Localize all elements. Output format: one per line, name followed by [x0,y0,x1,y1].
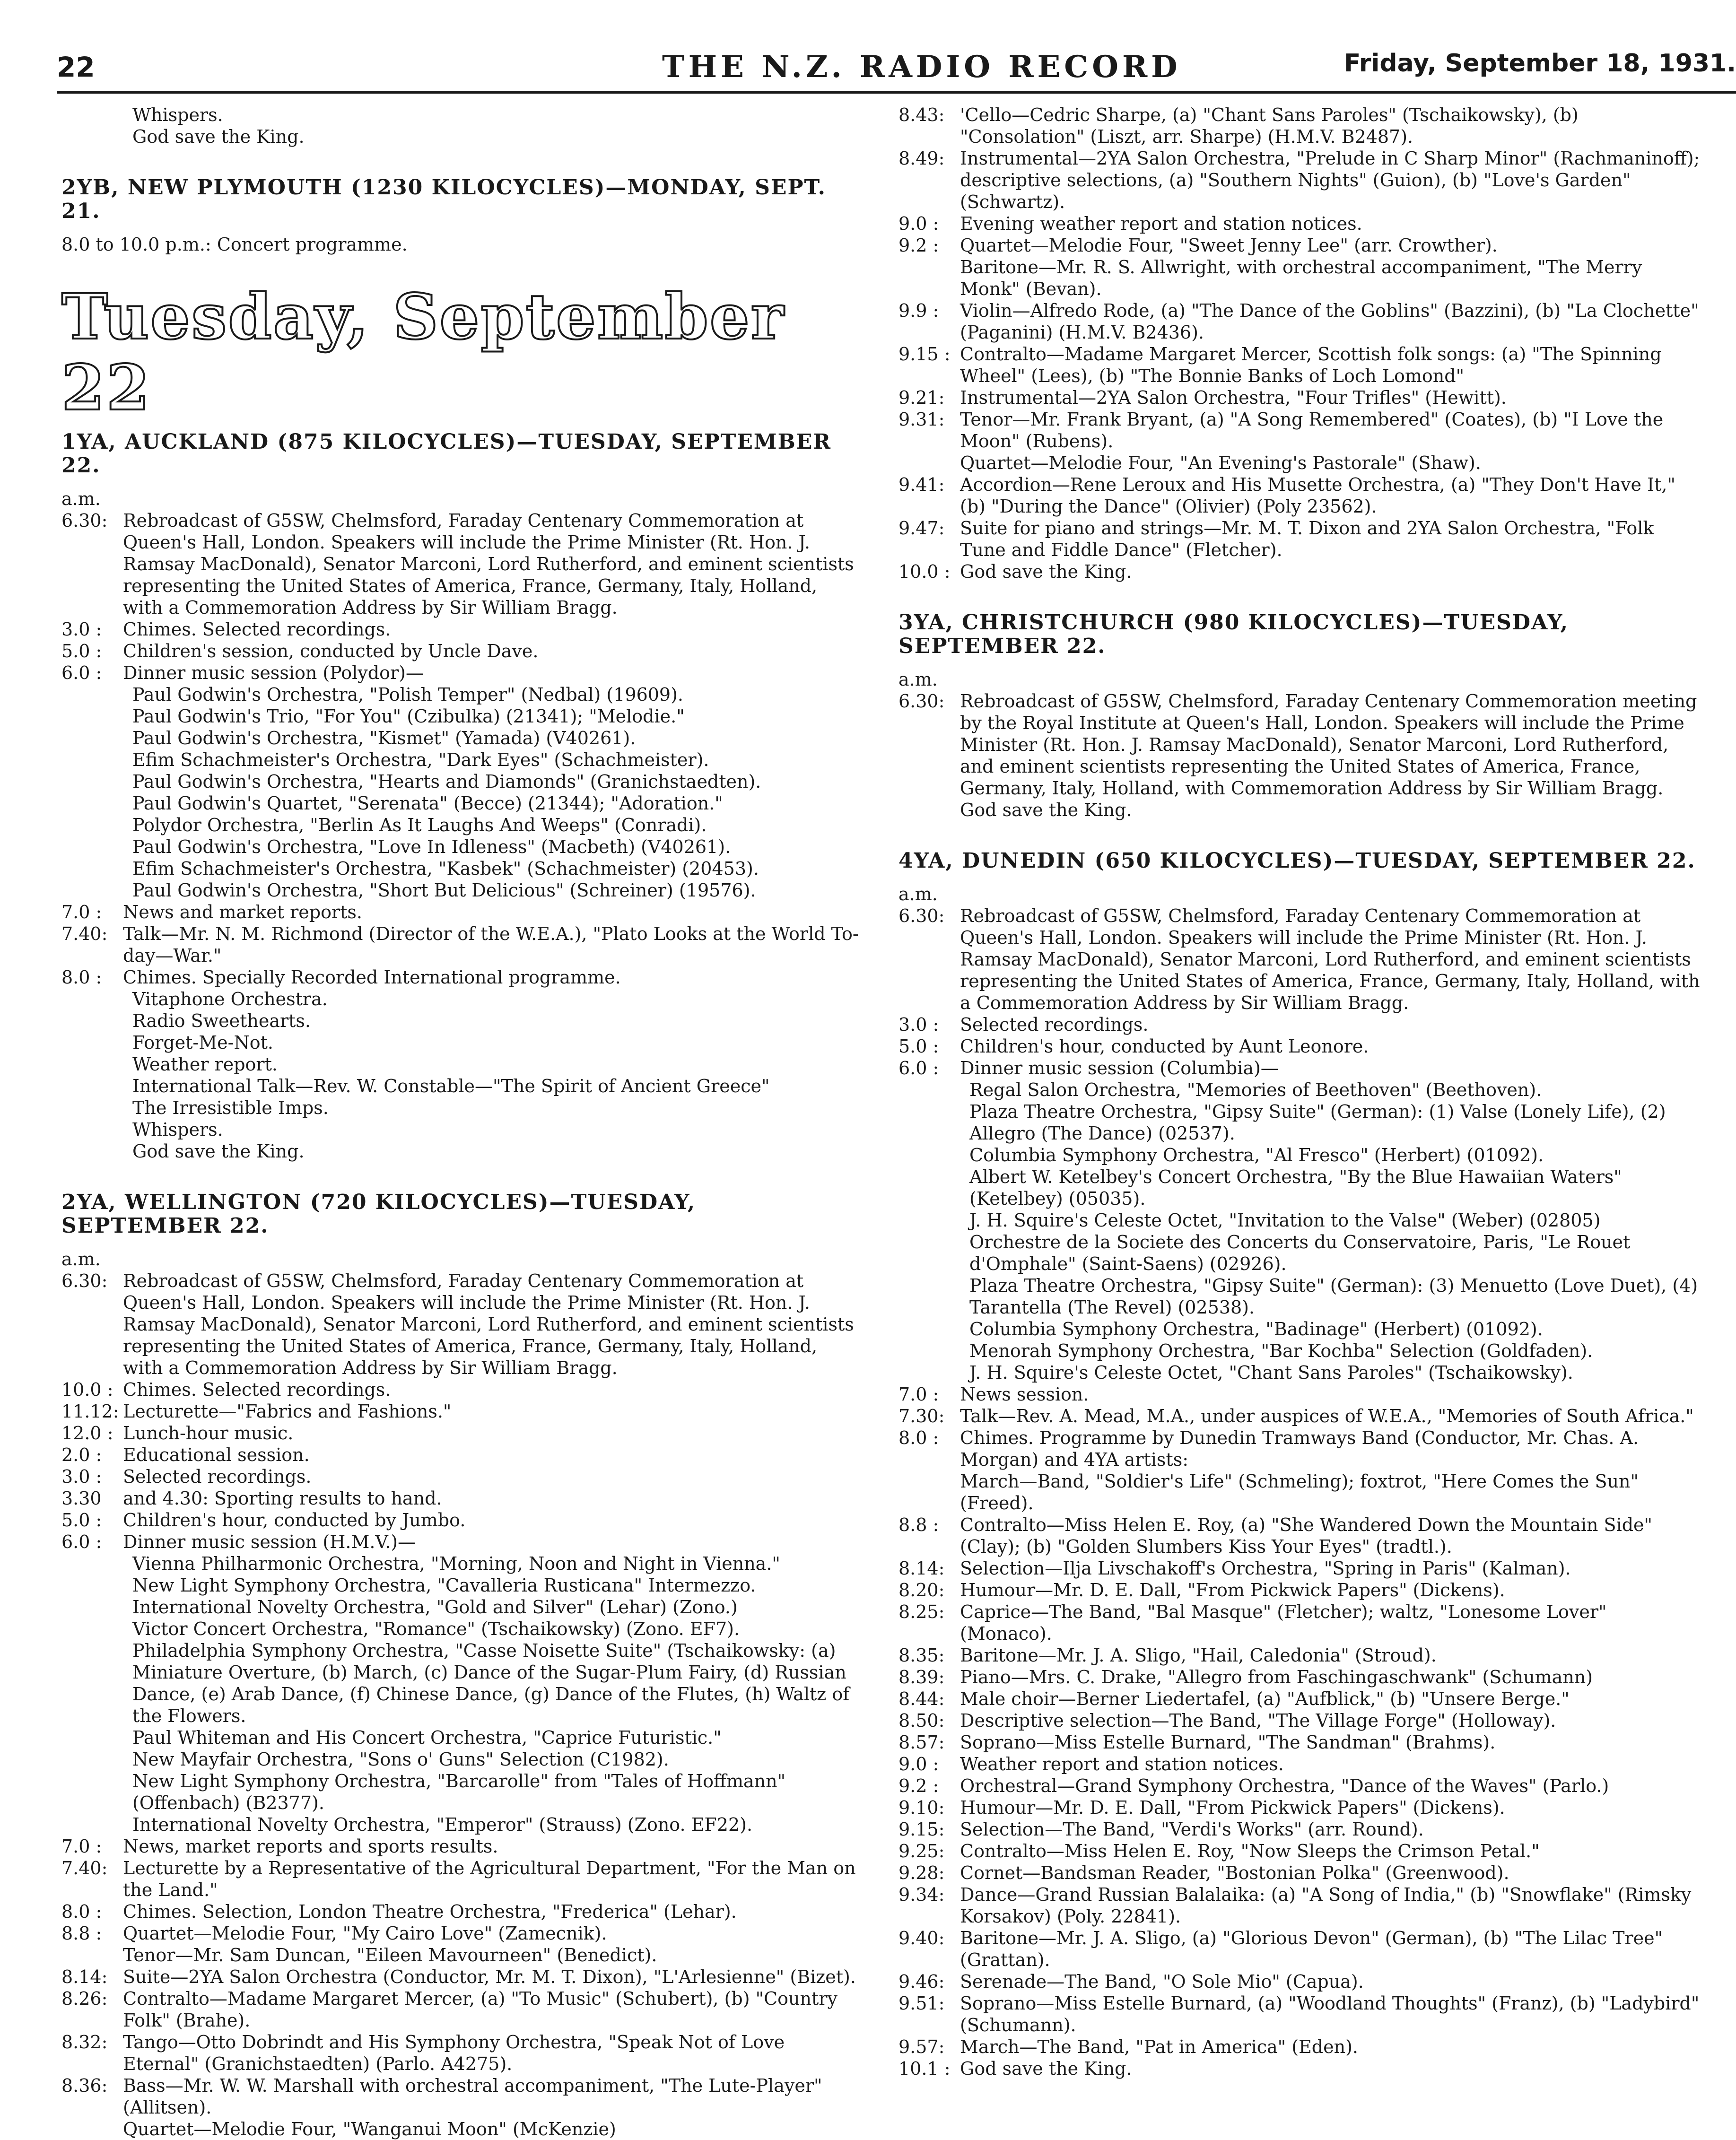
schedule-text: News session. [960,1384,1089,1405]
program-line: Vitaphone Orchestra. [132,989,328,1009]
schedule-time: 8.49: [899,148,945,169]
program-line: International Novelty Orchestra, "Gold and Silver" (Lehar) (Zono.) [132,1597,738,1618]
schedule-item [61,923,861,966]
schedule-text: Humour—Mr. D. E. Dall, "From Pickwick Papers" (Dickens). [960,1797,1505,1818]
schedule-item [61,1401,861,1422]
page-header [57,0,1736,95]
schedule-text: 'Cello—Cedric Sharpe, (a) "Chant Sans Paroles" (Tschaikowsky), (b) "Consolation" (Liszt, arr. Sharpe) (H.M.V. B2487). [960,104,1579,147]
schedule-item [899,256,1702,300]
schedule-time: 8.39: [899,1667,945,1688]
schedule-item [899,235,1702,256]
page-number: 22 [57,51,95,83]
am-label: a.m. [899,669,938,690]
schedule-time: 8.14: [899,1558,945,1579]
schedule-item [899,799,1702,821]
publication-title: THE N.Z. RADIO RECORD [662,49,1181,85]
schedule-text: Contralto—Madame Margaret Mercer, Scottish folk songs: (a) "The Spinning Wheel" (Lees), (b) "The Bonnie Banks of Loch Lomond" [960,344,1662,386]
schedule-time: 3.30 [61,1488,102,1509]
schedule-text: Suite for piano and strings—Mr. M. T. Dixon and 2YA Salon Orchestra, "Folk Tune and Fiddle Dance" (Fletcher). [960,518,1654,560]
schedule-text: Suite—2YA Salon Orchestra (Conductor, Mr. M. T. Dixon), "L'Arlesienne" (Bizet). [123,1966,856,1987]
section-title-dunedin: 4YA, DUNEDIN (650 KILOCYCLES)—TUESDAY, SEPTEMBER 22. [899,849,1696,873]
schedule-item [899,1688,1702,1710]
schedule-text: Children's hour, conducted by Jumbo. [123,1510,466,1531]
schedule-item [899,1405,1702,1427]
schedule-item [899,1514,1702,1557]
schedule-time: 8.35: [899,1645,945,1666]
program-line: Paul Godwin's Orchestra, "Love In Idleness" (Macbeth) (V40261). [132,836,731,857]
program-line: Paul Godwin's Orchestra, "Hearts and Diamonds" (Granichstaedten). [132,771,761,792]
am-label: a.m. [61,488,101,509]
schedule-item [899,1840,1702,1862]
schedule-time: 8.57: [899,1732,945,1753]
schedule-item [61,1923,861,1944]
schedule-time: 6.30: [61,510,108,531]
program-line: Efim Schachmeister's Orchestra, "Dark Eyes" (Schachmeister). [132,749,709,770]
schedule-item [899,1731,1702,1753]
program-line: Paul Whiteman and His Concert Orchestra, "Caprice Futuristic." [132,1727,722,1748]
schedule-text: Violin—Alfredo Rode, (a) "The Dance of the Goblins" (Bazzini), (b) "La Clochette" (Paganini) (H.M.V. B2436). [960,300,1699,343]
schedule-text: and 4.30: Sporting results to hand. [123,1488,442,1509]
schedule-item [61,1379,861,1401]
schedule-text: Caprice—The Band, "Bal Masque" (Fletcher); waltz, "Lonesome Lover" (Monaco). [960,1601,1607,1644]
program-line: Orchestre de la Societe des Concerts du Conservatoire, Paris, "Le Rouet d'Omphale" (Saint-Saens) (02926). [969,1232,1631,1274]
schedule-text: Cornet—Bandsman Reader, "Bostonian Polka" (Greenwood). [960,1862,1509,1883]
schedule-time: 6.0 : [61,1531,102,1552]
schedule-time: 8.32: [61,2032,108,2053]
day-heading: Tuesday, September 22 [61,280,785,425]
schedule-time: 9.2 : [899,1775,939,1796]
issue-date: Friday, September 18, 1931. [1343,49,1736,78]
schedule-item [899,2058,1702,2079]
schedule-text: Evening weather report and station notices. [960,213,1362,234]
schedule-time: 8.44: [899,1688,945,1709]
program-line: Paul Godwin's Trio, "For You" (Czibulka) (21341); "Melodie." [132,706,685,727]
program-line: Paul Godwin's Orchestra, "Kismet" (Yamada) (V40261). [132,728,636,748]
schedule-time: 8.0 : [61,967,102,988]
schedule-item [61,901,861,923]
schedule-text: Lecturette by a Representative of the Agricultural Department, "For the Man on the Land." [123,1858,856,1900]
schedule-item [899,1579,1702,1601]
continued-lines [61,104,861,148]
schedule-item [61,1857,861,1901]
schedule-time: 6.30: [899,905,945,926]
schedule-text: Chimes. Selected recordings. [123,1379,391,1400]
program-line: God save the King. [132,126,305,147]
schedule-text: Rebroadcast of G5SW, Chelmsford, Faraday Centenary Commemoration at Queen's Hall, London. Speakers will include the Prime Minister (Rt. Hon. J. Ramsay MacDonald), Senator Marconi, Lord Rutherford, and eminent scientists representing the United States of America, France, Germany, Italy, Holland, with a Commemoration Address by Sir William Bragg. [123,1270,854,1378]
schedule-item [899,1470,1702,1514]
schedule-item [899,561,1702,583]
schedule-item [61,1966,861,1988]
schedule-item [899,690,1702,799]
schedule-item [61,966,861,988]
schedule-time: 9.15 : [899,344,951,365]
schedule-text: Quartet—Melodie Four, "Sweet Jenny Lee" (arr. Crowther). [960,235,1498,256]
section-title-wellington: 2YA, WELLINGTON (720 KILOCYCLES)—TUESDAY, SEPTEMBER 22. [61,1190,696,1238]
schedule-text: Chimes. Selection, London Theatre Orchestra, "Frederica" (Lehar). [123,1901,737,1922]
schedule-time: 11.12: [61,1401,119,1422]
schedule-text: Children's hour, conducted by Aunt Leonore. [960,1036,1369,1057]
schedule-item [899,452,1702,474]
schedule-time: 9.41: [899,474,945,495]
schedule-time: 9.34: [899,1884,945,1905]
schedule-text: Dinner music session (Columbia)— [960,1058,1279,1079]
schedule-time: 8.43: [899,104,945,125]
auckland-evening-list [61,988,861,1162]
schedule-time: 7.0 : [61,1836,102,1857]
program-line: Efim Schachmeister's Orchestra, "Kasbek" (Schachmeister) (20453). [132,858,759,879]
schedule-item [899,1644,1702,1666]
schedule-text: God save the King. [960,561,1132,582]
schedule-text: Tango—Otto Dobrindt and His Symphony Orchestra, "Speak Not of Love Eternal" (Granichstaedten) (Parlo. A4275). [123,2032,785,2074]
schedule-text: Chimes. Selected recordings. [123,619,391,640]
wellington-evening-schedule [61,1836,861,2140]
schedule-text: March—The Band, "Pat in America" (Eden). [960,2036,1358,2057]
schedule-item [61,662,861,684]
schedule-time: 10.0 : [899,561,951,582]
schedule-item [899,387,1702,409]
program-line: Vienna Philharmonic Orchestra, "Morning, Noon and Night in Vienna." [132,1553,780,1574]
wellington-schedule [61,1270,861,1553]
schedule-item [61,1466,861,1488]
program-line: Paul Godwin's Quartet, "Serenata" (Becce) (21344); "Adoration." [132,793,723,814]
schedule-text: News and market reports. [123,902,362,922]
schedule-item [899,1753,1702,1775]
schedule-text: Soprano—Miss Estelle Burnard, "The Sandman" (Brahms). [960,1732,1496,1753]
program-line: Plaza Theatre Orchestra, "Gipsy Suite" (German): (3) Menuetto (Love Duet), (4) Tarantella (The Revel) (02538). [969,1275,1698,1318]
schedule-text: Quartet—Melodie Four, "My Cairo Love" (Zamecnik). [123,1923,607,1944]
schedule-time: 6.30: [899,691,945,712]
schedule-text: Serenade—The Band, "O Sole Mio" (Capua). [960,1971,1364,1992]
schedule-text: Baritone—Mr. J. A. Sligo, (a) "Glorious Devon" (German), (b) "The Lilac Tree" (Grattan). [960,1928,1663,1970]
program-line: Victor Concert Orchestra, "Romance" (Tschaikowsky) (Zono. EF7). [132,1618,740,1639]
program-line: Menorah Symphony Orchestra, "Bar Kochba" Selection (Goldfaden). [969,1340,1593,1361]
dunedin-schedule [899,905,1702,1079]
schedule-text: Rebroadcast of G5SW, Chelmsford, Faraday Centenary Commemoration at Queen's Hall, London. Speakers will include the Prime Minister (Rt. Hon. J. Ramsay MacDonald), Senator Marconi, Lord Rutherford, and eminent scientists representing the United States of America, France, Germany, Italy, Holland, with a Commemoration Address by Sir William Bragg. [123,510,854,618]
schedule-text: Quartet—Melodie Four, "Wanganui Moon" (McKenzie) [123,2119,616,2140]
schedule-time: 9.15: [899,1819,945,1840]
schedule-text: Children's session, conducted by Uncle Dave. [123,641,539,661]
schedule-text: Selection—Ilja Livschakoff's Orchestra, "Spring in Paris" (Kalman). [960,1558,1571,1579]
schedule-text: Chimes. Specially Recorded International programme. [123,967,621,988]
am-label: a.m. [899,884,938,905]
schedule-time: 9.57: [899,2036,945,2057]
schedule-text: Selected recordings. [123,1466,312,1487]
schedule-item [899,1992,1702,2036]
schedule-time: 9.9 : [899,300,939,321]
section-title-new-plymouth: 2YB, NEW PLYMOUTH (1230 KILOCYCLES)—MONDAY, SEPT. 21. [61,175,826,223]
schedule-item [899,343,1702,387]
schedule-text: Lecturette—"Fabrics and Fashions." [123,1401,452,1422]
program-line: Plaza Theatre Orchestra, "Gipsy Suite" (German): (1) Valse (Lonely Life), (2) Allegro (The Dance) (02537). [969,1101,1666,1144]
schedule-item [899,905,1702,1014]
auckland-dinner-list [61,684,861,901]
schedule-item [899,1035,1702,1057]
schedule-time: 9.2 : [899,235,939,256]
schedule-time: 3.0 : [61,1466,102,1487]
schedule-item [899,1014,1702,1035]
schedule-text: Baritone—Mr. J. A. Sligo, "Hail, Caledonia" (Stroud). [960,1645,1437,1666]
schedule-time: 6.0 : [899,1058,939,1079]
schedule-time: 9.25: [899,1841,945,1862]
schedule-text: Selected recordings. [960,1014,1149,1035]
program-line: Paul Godwin's Orchestra, "Short But Delicious" (Schreiner) (19576). [132,880,756,901]
schedule-item [61,618,861,640]
schedule-time: 7.40: [61,923,108,944]
left-column [61,104,861,2140]
schedule-item [899,213,1702,235]
schedule-time: 8.0 : [61,1901,102,1922]
schedule-text: Lunch-hour music. [123,1423,294,1444]
schedule-time: 9.21: [899,387,945,408]
program-line: Philadelphia Symphony Orchestra, "Casse Noisette Suite" (Tschaikowsky: (a) Miniature Overture, (b) March, (c) Dance of the Sugar-Plum Fairy, (d) Russian Dance, (e) Arab Dance, (f) Chinese Dance, (g) Dance of the Flutes, (h) Waltz of the Flowers. [132,1640,850,1726]
schedule-item [899,1818,1702,1840]
schedule-text: Quartet—Melodie Four, "An Evening's Pastorale" (Shaw). [960,452,1481,473]
program-line: God save the King. [132,1141,305,1162]
schedule-text: Orchestral—Grand Symphony Orchestra, "Dance of the Waves" (Parlo.) [960,1775,1609,1796]
schedule-item [61,1944,861,1966]
program-line: Columbia Symphony Orchestra, "Badinage" (Herbert) (01092). [969,1319,1543,1340]
schedule-item [61,1509,861,1531]
schedule-time: 7.40: [61,1858,108,1879]
dunedin-evening-schedule [899,1383,1702,2079]
schedule-item [899,1775,1702,1797]
schedule-text: God save the King. [960,800,1132,820]
schedule-item [899,1557,1702,1579]
wellington-continued-schedule [899,104,1702,583]
schedule-item [899,148,1702,213]
schedule-time: 8.0 : [899,1427,939,1448]
schedule-time: 9.40: [899,1928,945,1949]
schedule-text: Talk—Rev. A. Mead, M.A., under auspices of W.E.A., "Memories of South Africa." [960,1406,1694,1427]
schedule-text: Contralto—Madame Margaret Mercer, (a) "To Music" (Schubert), (b) "Country Folk" (Brahe). [123,1988,837,2031]
schedule-item [899,1383,1702,1405]
program-line: Regal Salon Orchestra, "Memories of Beethoven" (Beethoven). [969,1079,1542,1100]
schedule-time: 9.31: [899,409,945,430]
schedule-time: 9.10: [899,1797,945,1818]
schedule-time: 8.50: [899,1710,945,1731]
program-line: Weather report. [132,1054,278,1075]
program-line: New Light Symphony Orchestra, "Cavalleria Rusticana" Intermezzo. [132,1575,756,1596]
program-line: Whispers. [132,1119,223,1140]
schedule-text: God save the King. [960,2058,1132,2079]
program-line: International Novelty Orchestra, "Emperor" (Strauss) (Zono. EF22). [132,1814,753,1835]
schedule-item [61,1270,861,1379]
schedule-time: 9.51: [899,1993,945,2014]
program-line: Radio Sweethearts. [132,1010,311,1031]
schedule-text: March—Band, "Soldier's Life" (Schmeling); foxtrot, "Here Comes the Sun" (Freed). [960,1471,1639,1514]
program-line: Forget-Me-Not. [132,1032,273,1053]
schedule-item [899,2036,1702,2058]
schedule-time: 8.14: [61,1966,108,1987]
schedule-time: 8.26: [61,1988,108,2009]
schedule-time: 8.8 : [899,1514,939,1535]
schedule-text: Tenor—Mr. Sam Duncan, "Eileen Mavourneen" (Benedict). [123,1945,657,1966]
schedule-item [61,1901,861,1923]
schedule-time: 9.0 : [899,213,939,234]
schedule-item [899,409,1702,452]
schedule-text: Descriptive selection—The Band, "The Village Forge" (Holloway). [960,1710,1556,1731]
right-column [899,104,1702,2079]
schedule-item [899,1666,1702,1688]
schedule-text: Instrumental—2YA Salon Orchestra, "Four Trifles" (Hewitt). [960,387,1507,408]
schedule-time: 9.47: [899,518,945,539]
schedule-item [899,1710,1702,1731]
schedule-text: Soprano—Miss Estelle Burnard, (a) "Woodland Thoughts" (Franz), (b) "Ladybird" (Schumann). [960,1993,1700,2036]
schedule-item [899,104,1702,148]
schedule-text: Weather report and station notices. [960,1754,1284,1775]
schedule-item [899,474,1702,517]
program-line: International Talk—Rev. W. Constable—"The Spirit of Ancient Greece" [132,1076,770,1096]
schedule-text: News, market reports and sports results. [123,1836,498,1857]
schedule-item [899,300,1702,343]
schedule-item [899,1884,1702,1927]
schedule-item [899,1862,1702,1884]
christchurch-schedule [899,690,1702,821]
schedule-text: Humour—Mr. D. E. Dall, "From Pickwick Papers" (Dickens). [960,1580,1505,1601]
schedule-time: 6.0 : [61,662,102,683]
section-title-auckland: 1YA, AUCKLAND (875 KILOCYCLES)—TUESDAY, SEPTEMBER 22. [61,430,831,478]
schedule-item [899,517,1702,561]
schedule-time: 7.0 : [61,902,102,922]
program-line: Polydor Orchestra, "Berlin As It Laughs And Weeps" (Conradi). [132,815,707,835]
schedule-item [899,1971,1702,1992]
schedule-item [61,2031,861,2075]
schedule-item [61,2075,861,2118]
schedule-text: Baritone—Mr. R. S. Allwright, with orchestral accompaniment, "The Merry Monk" (Bevan). [960,257,1642,299]
schedule-time: 3.0 : [61,619,102,640]
schedule-item [61,1531,861,1553]
schedule-text: Instrumental—2YA Salon Orchestra, "Prelude in C Sharp Minor" (Rachmaninoff); descriptive selections, (a) "Southern Nights" (Guion), (b) "Love's Garden" (Schwartz). [960,148,1700,212]
schedule-item [899,1927,1702,1971]
schedule-item [61,1836,861,1857]
schedule-item [899,1427,1702,1470]
schedule-item [61,1488,861,1509]
auckland-evening-schedule [61,901,861,988]
schedule-time: 9.0 : [899,1754,939,1775]
schedule-time: 7.0 : [899,1384,939,1405]
schedule-text: Dinner music session (Polydor)— [123,662,424,683]
schedule-text: Contralto—Miss Helen E. Roy, (a) "She Wandered Down the Mountain Side" (Clay); (b) "Golden Slumbers Kiss Your Eyes" (tradtl.). [960,1514,1653,1557]
schedule-text: Rebroadcast of G5SW, Chelmsford, Faraday Centenary Commemoration at Queen's Hall, London. Speakers will include the Prime Minister (Rt. Hon. J. Ramsay MacDonald), Senator Marconi, Lord Rutherford, and eminent scientists representing the United States of America, France, Germany, Italy, Holland, with a Commemoration Address by Sir William Bragg. [960,905,1700,1013]
program-line: J. H. Squire's Celeste Octet, "Invitation to the Valse" (Weber) (02805) [969,1210,1601,1231]
schedule-time: 5.0 : [61,1510,102,1531]
schedule-item [61,1444,861,1466]
schedule-time: 10.0 : [61,1379,113,1400]
program-line: Paul Godwin's Orchestra, "Polish Temper" (Nedbal) (19609). [132,684,684,705]
schedule-item [61,1988,861,2031]
schedule-text: Tenor—Mr. Frank Bryant, (a) "A Song Remembered" (Coates), (b) "I Love the Moon" (Rubens). [960,409,1664,452]
schedule-time: 2.0 : [61,1444,102,1465]
schedule-item [899,1601,1702,1644]
schedule-time: 8.25: [899,1601,945,1622]
schedule-time: 12.0 : [61,1423,113,1444]
schedule-item [899,1797,1702,1818]
schedule-text: Selection—The Band, "Verdi's Works" (arr. Round). [960,1819,1424,1840]
schedule-time: 8.8 : [61,1923,102,1944]
schedule-time: 5.0 : [899,1036,939,1057]
section-title-christchurch: 3YA, CHRISTCHURCH (980 KILOCYCLES)—TUESDAY, SEPTEMBER 22. [899,610,1569,658]
schedule-text: Dinner music session (H.M.V.)— [123,1531,416,1552]
schedule-text: Talk—Mr. N. M. Richmond (Director of the W.E.A.), "Plato Looks at the World To-day—War." [123,923,859,966]
schedule-time: 6.30: [61,1270,108,1291]
dunedin-dinner-list [899,1079,1702,1383]
schedule-text: Accordion—Rene Leroux and His Musette Orchestra, (a) "They Don't Have It," (b) "During the Dance" (Olivier) (Poly 23562). [960,474,1675,517]
program-line: Albert W. Ketelbey's Concert Orchestra, "By the Blue Hawaiian Waters" (Ketelbey) (05035). [969,1166,1622,1209]
program-line: The Irresistible Imps. [132,1097,329,1118]
schedule-text: Piano—Mrs. C. Drake, "Allegro from Faschingaschwank" (Schumann) [960,1667,1593,1688]
program-line: New Light Symphony Orchestra, "Barcarolle" from "Tales of Hoffmann" (Offenbach) (B2377). [132,1771,786,1813]
schedule-time: 10.1 : [899,2058,951,2079]
program-line: J. H. Squire's Celeste Octet, "Chant Sans Paroles" (Tschaikowsky). [969,1362,1573,1383]
wellington-dinner-list [61,1553,861,1836]
schedule-item [61,2118,861,2140]
program-line: Whispers. [132,104,223,125]
new-plymouth-line: 8.0 to 10.0 p.m.: Concert programme. [61,234,408,255]
schedule-item [61,640,861,662]
program-line: New Mayfair Orchestra, "Sons o' Guns" Selection (C1982). [132,1749,669,1770]
schedule-time: 3.0 : [899,1014,939,1035]
schedule-time: 9.46: [899,1971,945,1992]
schedule-item [61,1422,861,1444]
schedule-text: Bass—Mr. W. W. Marshall with orchestral accompaniment, "The Lute-Player" (Allitsen). [123,2075,822,2118]
header-rule [57,91,1736,94]
schedule-time: 8.36: [61,2075,108,2096]
schedule-text: Rebroadcast of G5SW, Chelmsford, Faraday Centenary Commemoration meeting by the Royal Institute at Queen's Hall, London. Speakers will include the Prime Minister (Rt. Hon. J. Ramsay MacDonald), Senator Marconi, Lord Rutherford, and eminent scientists representing the United States of America, France, Germany, Italy, Holland, with Commemoration Address by Sir William Bragg. [960,691,1697,799]
schedule-time: 7.30: [899,1406,945,1427]
program-line: Columbia Symphony Orchestra, "Al Fresco" (Herbert) (01092). [969,1145,1544,1166]
schedule-text: Educational session. [123,1444,310,1465]
schedule-text: Male choir—Berner Liedertafel, (a) "Aufblick," (b) "Unsere Berge." [960,1688,1570,1709]
am-label: a.m. [61,1249,101,1270]
schedule-text: Chimes. Programme by Dunedin Tramways Band (Conductor, Mr. Chas. A. Morgan) and 4YA artists: [960,1427,1639,1470]
schedule-time: 9.28: [899,1862,945,1883]
auckland-schedule [61,510,861,684]
schedule-text: Contralto—Miss Helen E. Roy, "Now Sleeps the Crimson Petal." [960,1841,1540,1862]
schedule-text: Dance—Grand Russian Balalaika: (a) "A Song of India," (b) "Snowflake" (Rimsky Korsakov) (Poly. 22841). [960,1884,1692,1927]
schedule-time: 8.20: [899,1580,945,1601]
schedule-item [61,510,861,618]
schedule-time: 5.0 : [61,641,102,661]
schedule-item [899,1057,1702,1079]
